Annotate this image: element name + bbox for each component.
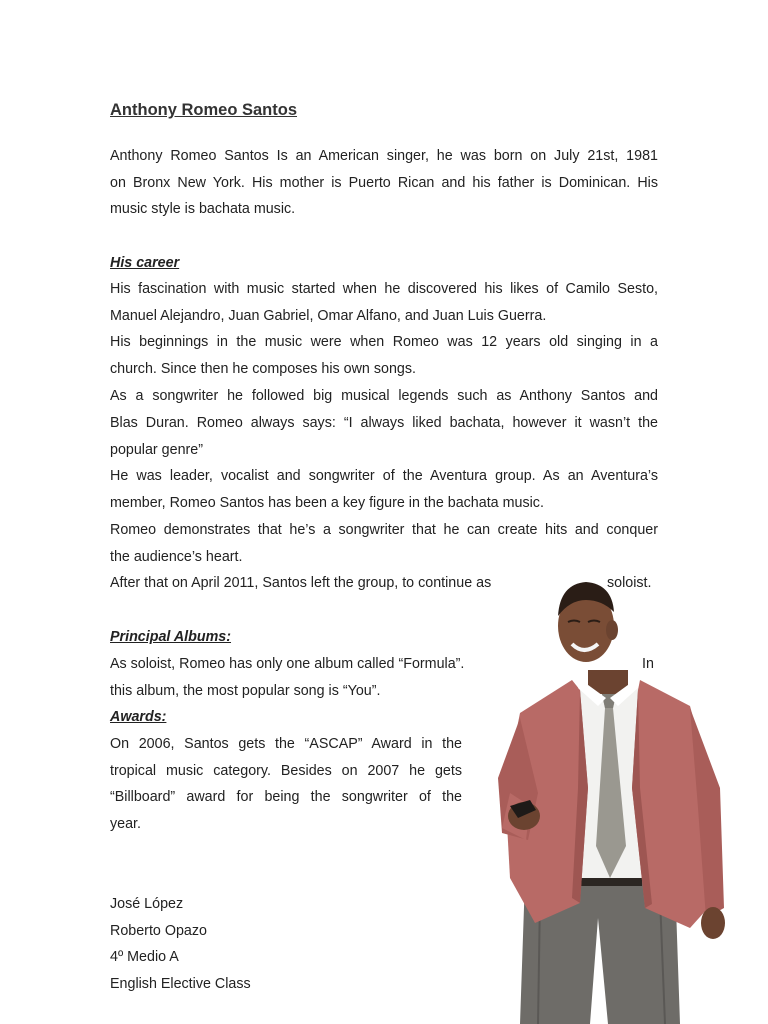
intro-line-2: on Bronx New York. His mother is Puerto Rican and his father is Dominican. His bbox=[110, 175, 658, 191]
awards-line-3: “Billboard” award for being the songwriter of the bbox=[110, 789, 462, 805]
document-title: Anthony Romeo Santos bbox=[110, 101, 298, 119]
albums-line-1-left: As soloist, Romeo has only one album called “Formula”. bbox=[110, 656, 465, 672]
awards-line-2: tropical music category. Besides on 2007 he gets bbox=[110, 763, 462, 779]
career-line-4: church. Since then he composes his own songs. bbox=[110, 361, 416, 377]
career-line-10: Romeo demonstrates that he’s a songwriter that he can create hits and conquer bbox=[110, 522, 658, 538]
career-heading: His career bbox=[110, 255, 180, 271]
career-line-6: Blas Duran. Romeo always says: “I always liked bachata, however it wasn’t the bbox=[110, 415, 658, 431]
awards-line-1: On 2006, Santos gets the “ASCAP” Award in the bbox=[110, 736, 462, 752]
signature-course: English Elective Class bbox=[110, 976, 251, 992]
signature-name-1: José López bbox=[110, 896, 184, 912]
awards-line-4: year. bbox=[110, 816, 141, 832]
singer-photo bbox=[480, 578, 730, 1024]
career-line-3: His beginnings in the music were when Romeo was 12 years old singing in a bbox=[110, 334, 658, 350]
albums-line-1-right: In bbox=[642, 656, 654, 672]
career-line-9: member, Romeo Santos has been a key figure in the bachata music. bbox=[110, 495, 544, 511]
albums-line-2: this album, the most popular song is “You”. bbox=[110, 683, 381, 699]
career-line-5: As a songwriter he followed big musical legends such as Anthony Santos and bbox=[110, 388, 658, 404]
career-last-line-left: After that on April 2011, Santos left the group, to continue as bbox=[110, 575, 492, 591]
intro-line-3: music style is bachata music. bbox=[110, 201, 296, 217]
career-line-1: His fascination with music started when he discovered his likes of Camilo Sesto, bbox=[110, 281, 658, 297]
albums-heading: Principal Albums: bbox=[110, 629, 232, 645]
career-line-11: the audience’s heart. bbox=[110, 549, 243, 565]
career-line-2: Manuel Alejandro, Juan Gabriel, Omar Alfano, and Juan Luis Guerra. bbox=[110, 308, 547, 324]
career-line-7: popular genre” bbox=[110, 442, 203, 458]
career-last-line-right: soloist. bbox=[607, 575, 652, 591]
intro-line-1: Anthony Romeo Santos Is an American singer, he was born on July 21st, 1981 bbox=[110, 148, 658, 164]
career-line-8: He was leader, vocalist and songwriter of the Aventura group. As an Aventura’s bbox=[110, 468, 658, 484]
awards-heading: Awards: bbox=[110, 709, 167, 725]
signature-name-2: Roberto Opazo bbox=[110, 923, 207, 939]
signature-class: 4º Medio A bbox=[110, 949, 179, 965]
